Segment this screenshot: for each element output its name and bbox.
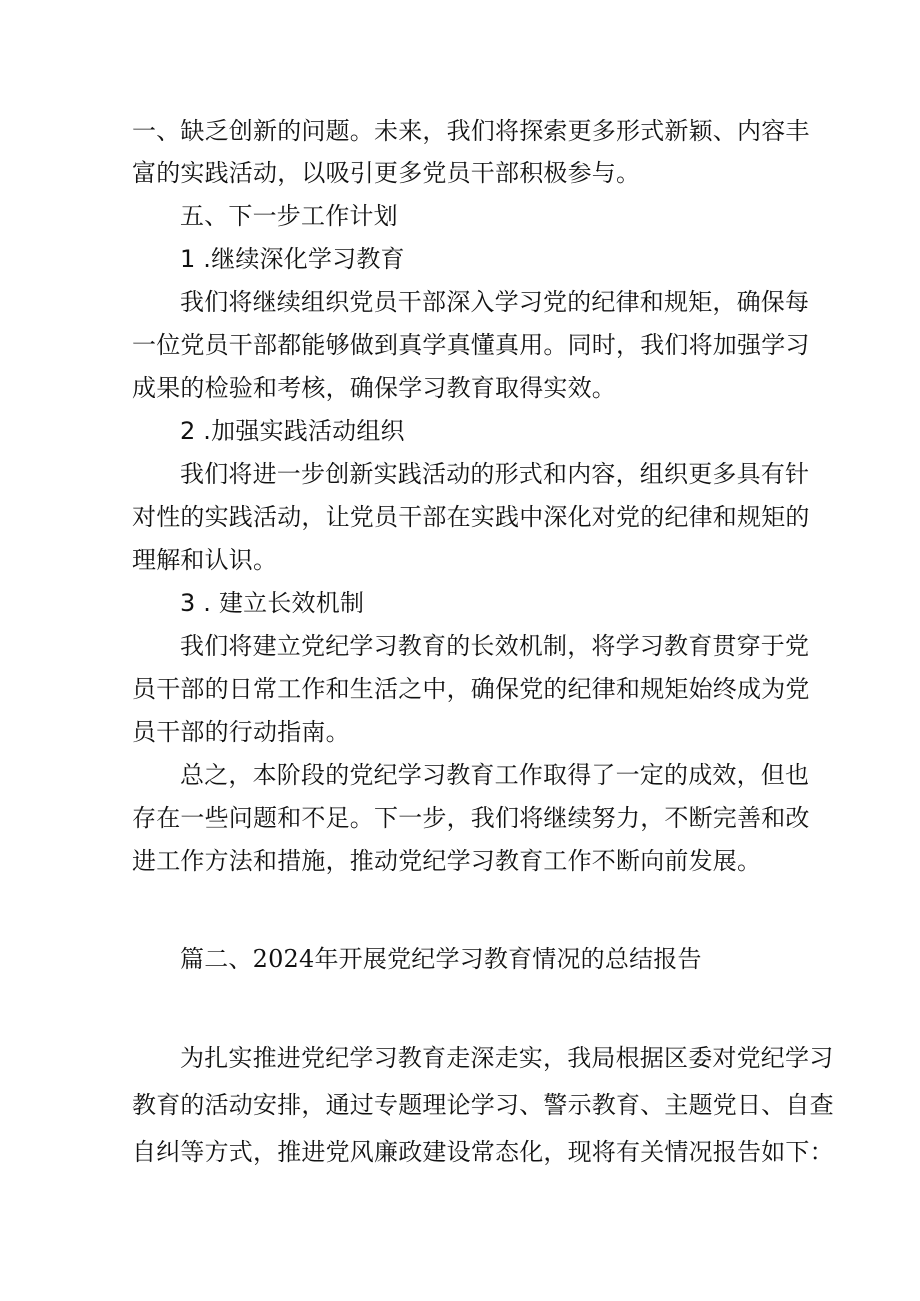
paragraph-line: 富的实践活动，以吸引更多党员干部积极参与。 <box>132 159 641 187</box>
paragraph-line: 总之，本阶段的党纪学习教育工作取得了一定的成效，但也 <box>180 761 810 789</box>
paragraph-line: 存在一些问题和不足。下一步，我们将继续努力，不断完善和改 <box>132 804 810 832</box>
paragraph-line: 教育的活动安排，通过专题理论学习、警示教育、主题党日、自查 <box>132 1091 834 1119</box>
paragraph-line: 我们将进一步创新实践活动的形式和内容，组织更多具有针 <box>180 460 810 488</box>
paragraph-line: 进工作方法和措施，推动党纪学习教育工作不断向前发展。 <box>132 847 762 875</box>
paragraph-line: 一位党员干部都能够做到真学真懂真用。同时，我们将加强学习 <box>132 331 810 359</box>
paragraph-line: 员干部的日常工作和生活之中，确保党的纪律和规矩始终成为党 <box>132 675 810 703</box>
paragraph-line: 对性的实践活动，让党员干部在实践中深化对党的纪律和规矩的 <box>132 503 810 531</box>
subsection-heading: 3 . 建立长效机制 <box>180 589 365 617</box>
subsection-heading: 1 .继续深化学习教育 <box>180 245 405 273</box>
section-title: 篇二、2024年开展党纪学习教育情况的总结报告 <box>180 945 702 973</box>
section-heading: 五、下一步工作计划 <box>180 202 398 230</box>
paragraph-line: 自纠等方式，推进党风廉政建设常态化，现将有关情况报告如下： <box>132 1138 834 1166</box>
subsection-heading: 2 .加强实践活动组织 <box>180 417 405 445</box>
paragraph-line: 成果的检验和考核，确保学习教育取得实效。 <box>132 374 616 402</box>
paragraph-line: 理解和认识。 <box>132 546 278 574</box>
paragraph-line: 一、缺乏创新的问题。未来，我们将探索更多形式新颖、内容丰 <box>132 117 810 145</box>
paragraph-line: 我们将建立党纪学习教育的长效机制，将学习教育贯穿于党 <box>180 632 810 660</box>
paragraph-line: 员干部的行动指南。 <box>132 718 350 746</box>
paragraph-line: 我们将继续组织党员干部深入学习党的纪律和规矩，确保每 <box>180 288 810 316</box>
paragraph-line: 为扎实推进党纪学习教育走深走实，我局根据区委对党纪学习 <box>180 1044 834 1072</box>
